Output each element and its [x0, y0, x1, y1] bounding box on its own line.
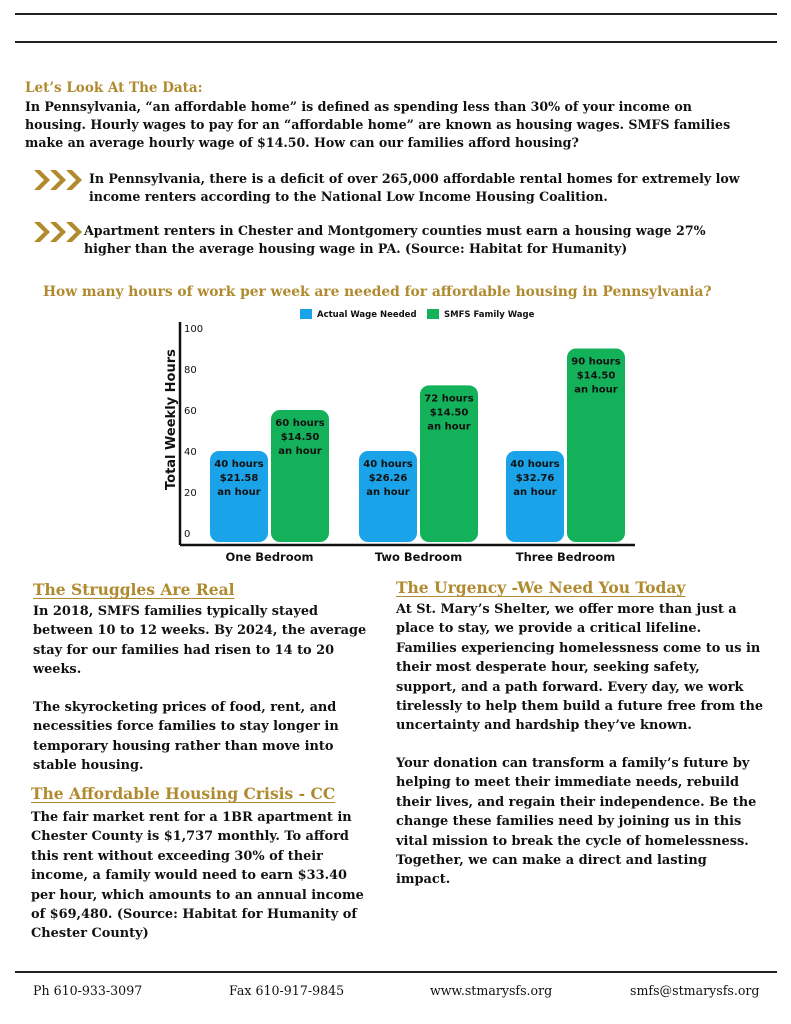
footer-website[interactable]: www.stmarysfs.org [430, 983, 553, 998]
y-tick-label: 100 [184, 324, 204, 335]
bullet-item-housing-wage: Apartment renters in Chester and Montgomery counties must earn a housing wage 27% higher than the average housing wage in PA. (Source: Habitat for Humanity) [84, 223, 706, 257]
crisis-paragraph: The fair market rent for a 1BR apartment in Chester County is $1,737 monthly. To afford this rent without exceeding 30% of their income, a family would need to earn $33.40 per hour, which amounts to an annual income of $69,480. (Source: Habitat for Humanity of Chester County) [31, 810, 364, 942]
crisis-heading: The Affordable Housing Crisis - CC [31, 784, 336, 803]
bullet-item-deficit: In Pennsylvania, there is a deficit of over 265,000 affordable rental homes for extremely low income renters according to the National Low Income Housing Coalition. [89, 171, 740, 205]
top-rule-1 [15, 13, 777, 15]
data-heading: Let’s Look At The Data: [25, 80, 203, 96]
data-label: 40 hours [510, 459, 560, 470]
data-label: an hour [217, 487, 261, 498]
data-label: $14.50 [280, 432, 320, 443]
struggles-heading: The Struggles Are Real [33, 580, 235, 599]
data-label: an hour [278, 446, 322, 457]
triple-chevron-icon [34, 170, 84, 190]
data-label: 40 hours [363, 459, 413, 470]
triple-chevron-icon [34, 222, 84, 242]
urgency-heading: The Urgency -We Need You Today [396, 578, 686, 597]
data-label: $32.76 [515, 473, 555, 484]
wage-hours-chart [150, 300, 650, 568]
y-tick-label: 40 [184, 447, 197, 458]
chart-title: How many hours of work per week are needed for affordable housing in Pennsylvania? [43, 284, 712, 300]
x-tick-label: Two Bedroom [374, 550, 463, 564]
data-label: $14.50 [576, 370, 616, 382]
y-tick-label: 60 [184, 406, 197, 417]
legend-label: Actual Wage Needed [317, 310, 417, 320]
data-label: 90 hours [571, 356, 621, 368]
struggles-paragraph-2: The skyrocketing prices of food, rent, and necessities force families to stay longer in temporary housing rather than move into stable housing. [33, 700, 339, 774]
y-axis-label: Total Weekly Hours [164, 349, 179, 490]
y-tick-label: 20 [184, 488, 197, 499]
y-tick-label: 0 [184, 529, 191, 540]
data-intro: In Pennsylvania, “an affordable home” is defined as spending less than 30% of your income on housing. Hourly wages to pay for an “affordable home” are known as housing wages. SMFS families make an average hourly wage of $14.50. How can our families afford housing? [25, 99, 731, 151]
data-label: $14.50 [429, 407, 469, 419]
data-label: an hour [513, 487, 557, 498]
footer-phone: Ph 610-933-3097 [33, 983, 143, 998]
data-label: 60 hours [275, 418, 325, 429]
legend-label: SMFS Family Wage [444, 310, 535, 320]
legend-swatch [427, 309, 439, 319]
struggles-paragraph-1: In 2018, SMFS families typically stayed between 10 to 12 weeks. By 2024, the average stay for our families had risen to 14 to 20 weeks. [33, 604, 367, 678]
data-label: $26.26 [368, 473, 408, 484]
data-label: an hour [574, 384, 618, 396]
y-tick-label: 80 [184, 365, 197, 376]
x-tick-label: Three Bedroom [515, 550, 616, 564]
legend-swatch [300, 309, 312, 319]
data-label: an hour [366, 487, 410, 498]
bar [271, 410, 329, 542]
data-label: an hour [427, 421, 471, 433]
top-rule-2 [15, 41, 777, 43]
data-label: 40 hours [214, 459, 264, 470]
footer-email[interactable]: smfs@stmarysfs.org [630, 983, 760, 998]
data-label: 72 hours [424, 393, 474, 405]
urgency-paragraph-1: At St. Mary’s Shelter, we offer more than just a place to stay, we provide a critical lifeline. Families experiencing homelessness come to us in their most desperate hour, seeking safety, support, and a path forward. Every day, we work tirelessly to help them build a future free from the uncertainty and hardship they’ve known. [396, 602, 764, 734]
urgency-paragraph-2: Your donation can transform a family’s future by helping to meet their immediate needs, rebuild their lives, and regain their independence. Be the change these families need by joining us in this vital mission to break the cycle of homelessness. Together, we can make a direct and lasting impact. [396, 756, 757, 888]
footer-fax: Fax 610-917-9845 [229, 983, 345, 998]
x-tick-label: One Bedroom [225, 550, 314, 564]
footer-rule [15, 971, 777, 973]
data-label: $21.58 [219, 473, 259, 484]
